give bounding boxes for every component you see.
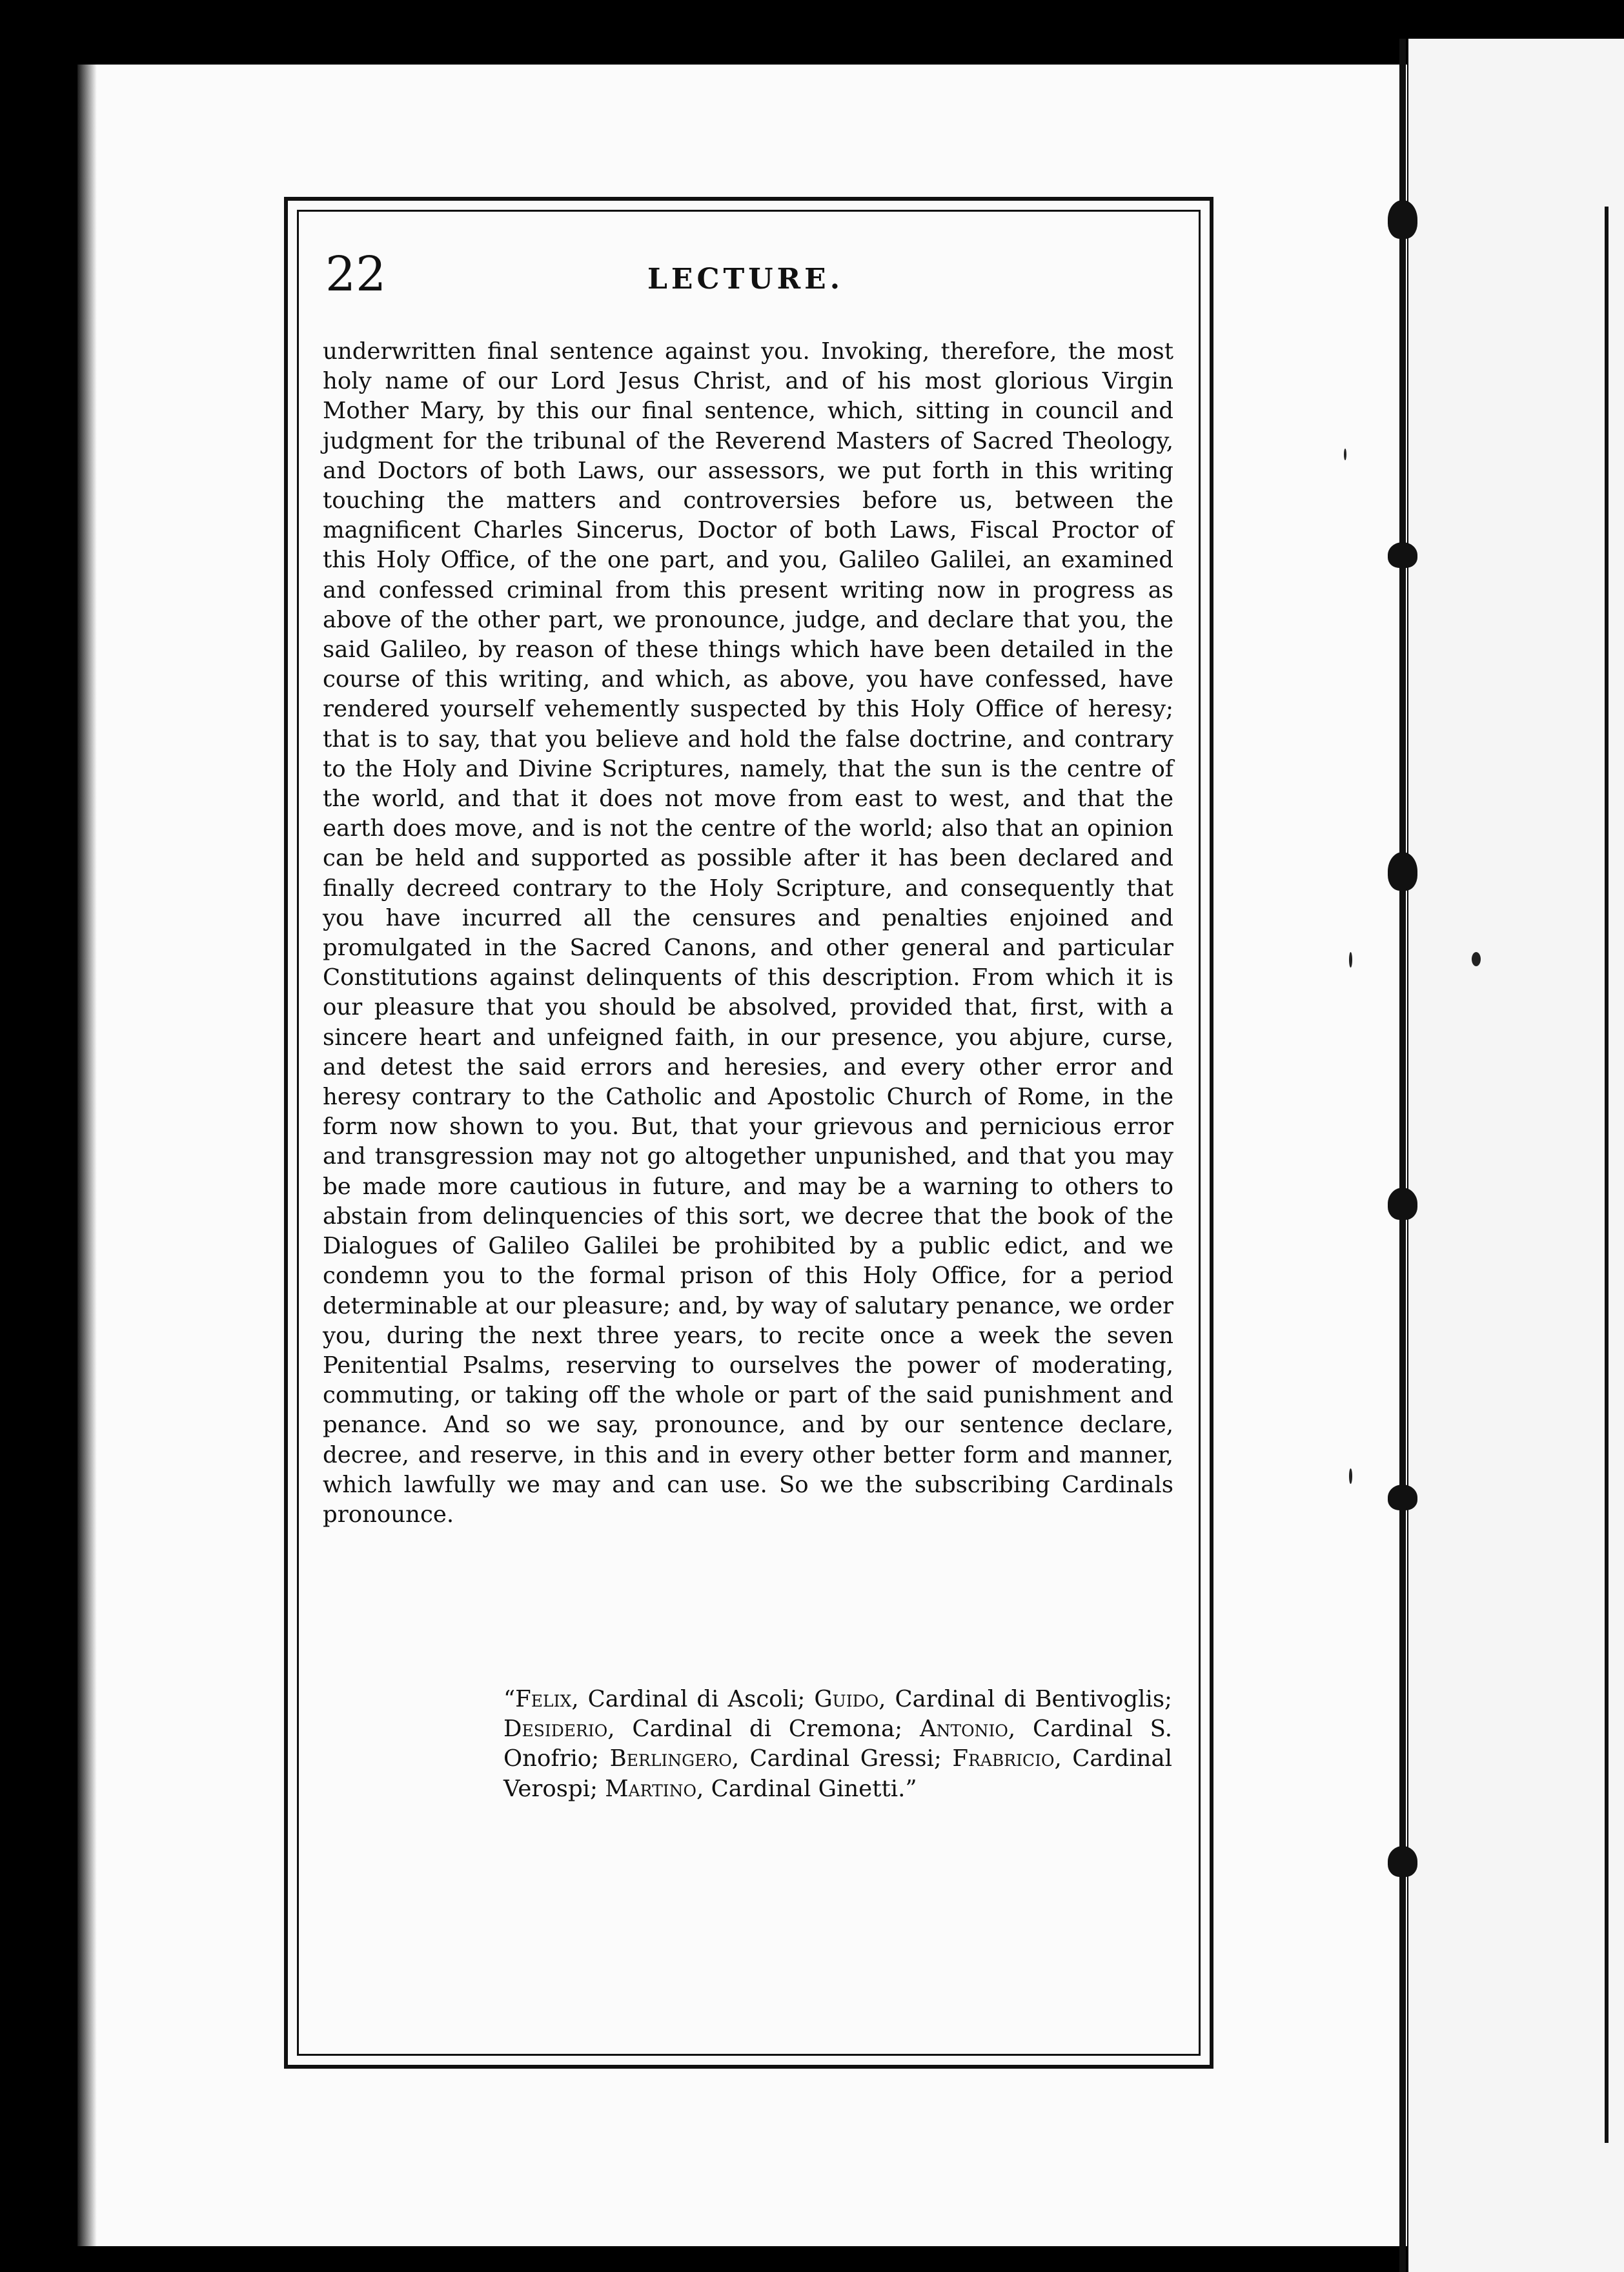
page-number: 22 xyxy=(325,247,387,302)
scan-speck xyxy=(1349,1468,1352,1484)
signature-name: Frabricio xyxy=(952,1745,1055,1772)
open-quote: “ xyxy=(503,1686,516,1712)
signature-title: , Cardinal Ginetti. xyxy=(696,1775,906,1802)
signature-name: Guido xyxy=(814,1686,879,1712)
binding-stitch xyxy=(1388,1188,1417,1220)
binding-stitch xyxy=(1388,852,1417,891)
facing-page xyxy=(1408,39,1624,2272)
scan-speck xyxy=(1349,952,1352,968)
signature-title: , Cardinal S. Onofrio; xyxy=(503,1716,1172,1772)
book-spine xyxy=(1399,39,1406,2272)
signature-title: , Cardinal Gressi; xyxy=(731,1745,953,1772)
close-quote: ” xyxy=(905,1775,917,1802)
facing-page-frame-rule xyxy=(1605,207,1609,2143)
signature-name: Antonio xyxy=(919,1716,1008,1743)
scan-speck xyxy=(1472,952,1481,966)
binding-stitch xyxy=(1388,1485,1417,1510)
signature-title: , Cardinal di Bentivoglis; xyxy=(878,1686,1172,1712)
signature-name: Felix xyxy=(515,1686,572,1712)
body-paragraph: underwritten final sentence against you. Invoking, therefore, the most holy name of our Lord Jesus Christ, and of his most glorious Virgin Mother Mary, by this our final sentence, which, sitting in council and judgment for the tribunal of the Reverend Masters of Sacred Theology, and Doctors of both Laws, our assessors, we put forth in this writing touching the matters and controversies before us, between the magnificent Charles Sincerus, Doctor of both Laws, Fiscal Proctor of this Holy Office, of the one part, and you, Galileo Galilei, an examined and confessed criminal from this present writing now in progress as above of the other part, we pronounce, judge, and declare that you, the said Galileo, by reason of these things which have been detailed in the course of this writing, and which, as above, you have confessed, have rendered yourself vehemently suspected by this Holy Office of heresy; that is to say, that you believe and hold the false doctrine, and contrary to the Holy and Divine Scriptures, namely, that the sun is the centre of the world, and that it does not move from east to west, and that the earth does move, and is not the centre of the world; also that an opinion can be held and supported as possible after it has been declared and finally decreed contrary to the Holy Scripture, and consequently that you have incurred all the censures and penalties enjoined and promulgated in the Sacred Canons, and other general and particular Constitutions against delinquents of this description. From which it is our pleasure that you should be absolved, provided that, first, with a sincere heart and unfeigned faith, in our presence, you abjure, curse, and detest the said errors and heresies, and every other error and heresy contrary to the Catholic and Apostolic Church of Rome, in the form now shown to you. But, that your grievous and pernicious error and transgression may not go altogether unpunished, and that you may be made more cautious in future, and may be a warning to others to abstain from delinquencies of this sort, we decree that the book of the Dialogues of Galileo Galilei be prohibited by a public edict, and we condemn you to the formal prison of this Holy Office, for a period determinable at our pleasure; and, by way of salutary penance, we order you, during the next three years, to recite once a week the seven Penitential Psalms, reserving to ourselves the power of moderating, commuting, or taking off the whole or part of the said punishment and penance. And so we say, pronounce, and by our sentence declare, decree, and reserve, in this and in every other better form and manner, which lawfully we may and can use. So we the subscribing Cardinals pronounce. xyxy=(323,338,1173,1528)
signature-name: Berlingero xyxy=(609,1745,732,1772)
binding-stitch xyxy=(1388,200,1417,239)
scan-speck xyxy=(1344,449,1346,460)
cardinal-signatures xyxy=(503,1685,1172,1804)
signature-title: , Cardinal di Ascoli; xyxy=(571,1686,815,1712)
binding-stitch xyxy=(1388,1846,1417,1877)
signature-title: , Cardinal di Cremona; xyxy=(607,1716,920,1743)
signature-name: Martino xyxy=(605,1775,696,1802)
signature-name: Desiderio xyxy=(503,1716,608,1743)
running-head: LECTURE. xyxy=(647,263,844,296)
page-header xyxy=(323,245,1168,303)
page-edge-shadow xyxy=(77,65,97,2246)
signature-title: , Cardinal Verospi; xyxy=(503,1745,1173,1802)
binding-stitch xyxy=(1388,542,1417,568)
